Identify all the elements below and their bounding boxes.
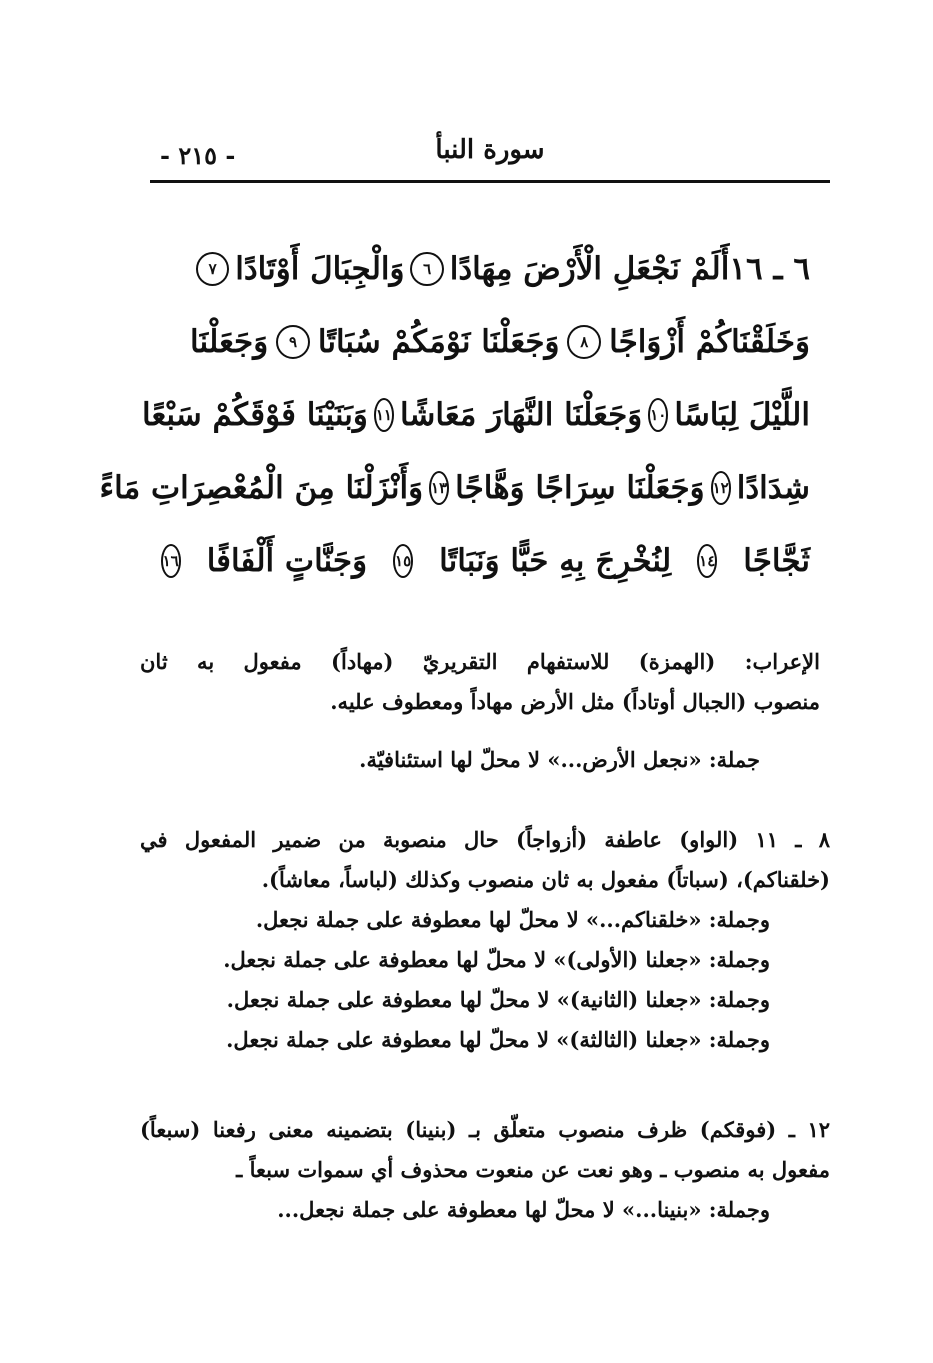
verse-text: شِدَادًا xyxy=(736,469,810,506)
verse-text: وَجَعَلْنَا نَوْمَكُمْ سُبَاتًا xyxy=(317,323,560,360)
ayah-marker: ١١ xyxy=(374,398,394,432)
ayah-marker: ١٤ xyxy=(697,544,717,578)
ayah-marker: ٩ xyxy=(276,325,310,359)
ayah-marker: ١٠ xyxy=(648,398,668,432)
surah-title: سورة النبأ xyxy=(435,135,545,165)
irab-line: وجملة: «جعلنا (الثانية)» لا محلّ لها معطوفة على جملة نجعل. xyxy=(226,987,770,1012)
verse-line xyxy=(190,232,810,305)
irab-section xyxy=(140,642,820,780)
irab-section-12 xyxy=(140,1110,830,1230)
verse-range: ٦ ـ ١٦ xyxy=(729,250,810,287)
irab-line: مفعول به منصوب ـ وهو نعت عن منعوت محذوف أي سموات سبعاً ـ xyxy=(236,1157,830,1182)
irab-line: (خلقناكم)، (سباتاً) مفعول به ثان منصوب وكذلك (لباساً، معاشاً). xyxy=(261,867,830,892)
verse-text: اللَّيْلَ لِبَاسًا xyxy=(674,396,810,433)
irab-line: منصوب (الجبال أوتاداً) مثل الأرض مهاداً ومعطوف عليه. xyxy=(330,689,820,714)
irab-line: وجملة: «بنينا...» لا محلّ لها معطوفة على جملة نجعل... xyxy=(277,1197,770,1222)
verse-text: وَجَعَلْنَا سِرَاجًا وَهَّاجًا xyxy=(455,469,705,506)
verse-text: أَلَمْ نَجْعَلِ الْأَرْضَ مِهَادًا xyxy=(449,250,730,287)
header-rule xyxy=(150,180,830,183)
irab-line: ١٢ ـ (فوقكم) ظرف منصوب متعلّق بـ (بنينا) بتضمينه معنى رفعنا (سبعاً) xyxy=(140,1117,830,1142)
verse-text: وَبَنَيْنَا فَوْقَكُمْ سَبْعًا xyxy=(142,396,368,433)
verse-line xyxy=(162,524,810,597)
verse-text: وَأَنْزَلْنَا مِنَ الْمُعْصِرَاتِ مَاءً xyxy=(99,469,424,506)
verse-text: وَجَعَلْنَا xyxy=(190,323,269,360)
verse-text: لِنُخْرِجَ بِهِ حَبًّا وَنَبَاتًا xyxy=(439,542,672,579)
ayah-marker: ١٣ xyxy=(429,471,449,505)
ayah-marker: ١٢ xyxy=(711,471,731,505)
irab-line: الإعراب: (الهمزة) للاستفهام التقريريّ (مهاداً) مفعول به ثان xyxy=(140,649,820,674)
verse-line xyxy=(99,451,810,524)
irab-line: وجملة: «جعلنا (الثالثة)» لا محلّ لها معطوفة على جملة نجعل. xyxy=(226,1027,770,1052)
verse-line xyxy=(142,378,810,451)
ayah-marker: ٦ xyxy=(410,252,443,286)
irab-section-8-11 xyxy=(140,820,830,1060)
irab-line: وجملة: «خلقناكم...» لا محلّ لها معطوفة على جملة نجعل. xyxy=(255,907,770,932)
verse-line xyxy=(190,305,810,378)
verse-text: ثَجَّاجًا xyxy=(743,542,810,579)
verse-text: وَجَنَّاتٍ أَلْفَافًا xyxy=(206,542,368,579)
irab-line: وجملة: «جعلنا (الأولى)» لا محلّ لها معطوفة على جملة نجعل. xyxy=(223,947,770,972)
ayah-marker: ٨ xyxy=(567,325,601,359)
verse-text: وَخَلَقْنَاكُمْ أَزْوَاجًا xyxy=(609,323,810,360)
irab-line: ٨ ـ ١١ (الواو) عاطفة (أزواجاً) حال منصوبة من ضمير المفعول في xyxy=(140,827,831,852)
page-header xyxy=(150,125,830,183)
quran-verses xyxy=(99,232,810,597)
verse-text: وَجَعَلْنَا النَّهَارَ مَعَاشًا xyxy=(399,396,643,433)
page-number: - ٢١٥ - xyxy=(160,141,236,170)
verse-text: وَالْجِبَالَ أَوْتَادًا xyxy=(235,250,405,287)
irab-line: جملة: «نجعل الأرض...» لا محلّ لها استئنافيّة. xyxy=(359,747,760,772)
ayah-marker: ١٦ xyxy=(161,544,181,578)
ayah-marker: ٧ xyxy=(196,252,229,286)
ayah-marker: ١٥ xyxy=(393,544,413,578)
